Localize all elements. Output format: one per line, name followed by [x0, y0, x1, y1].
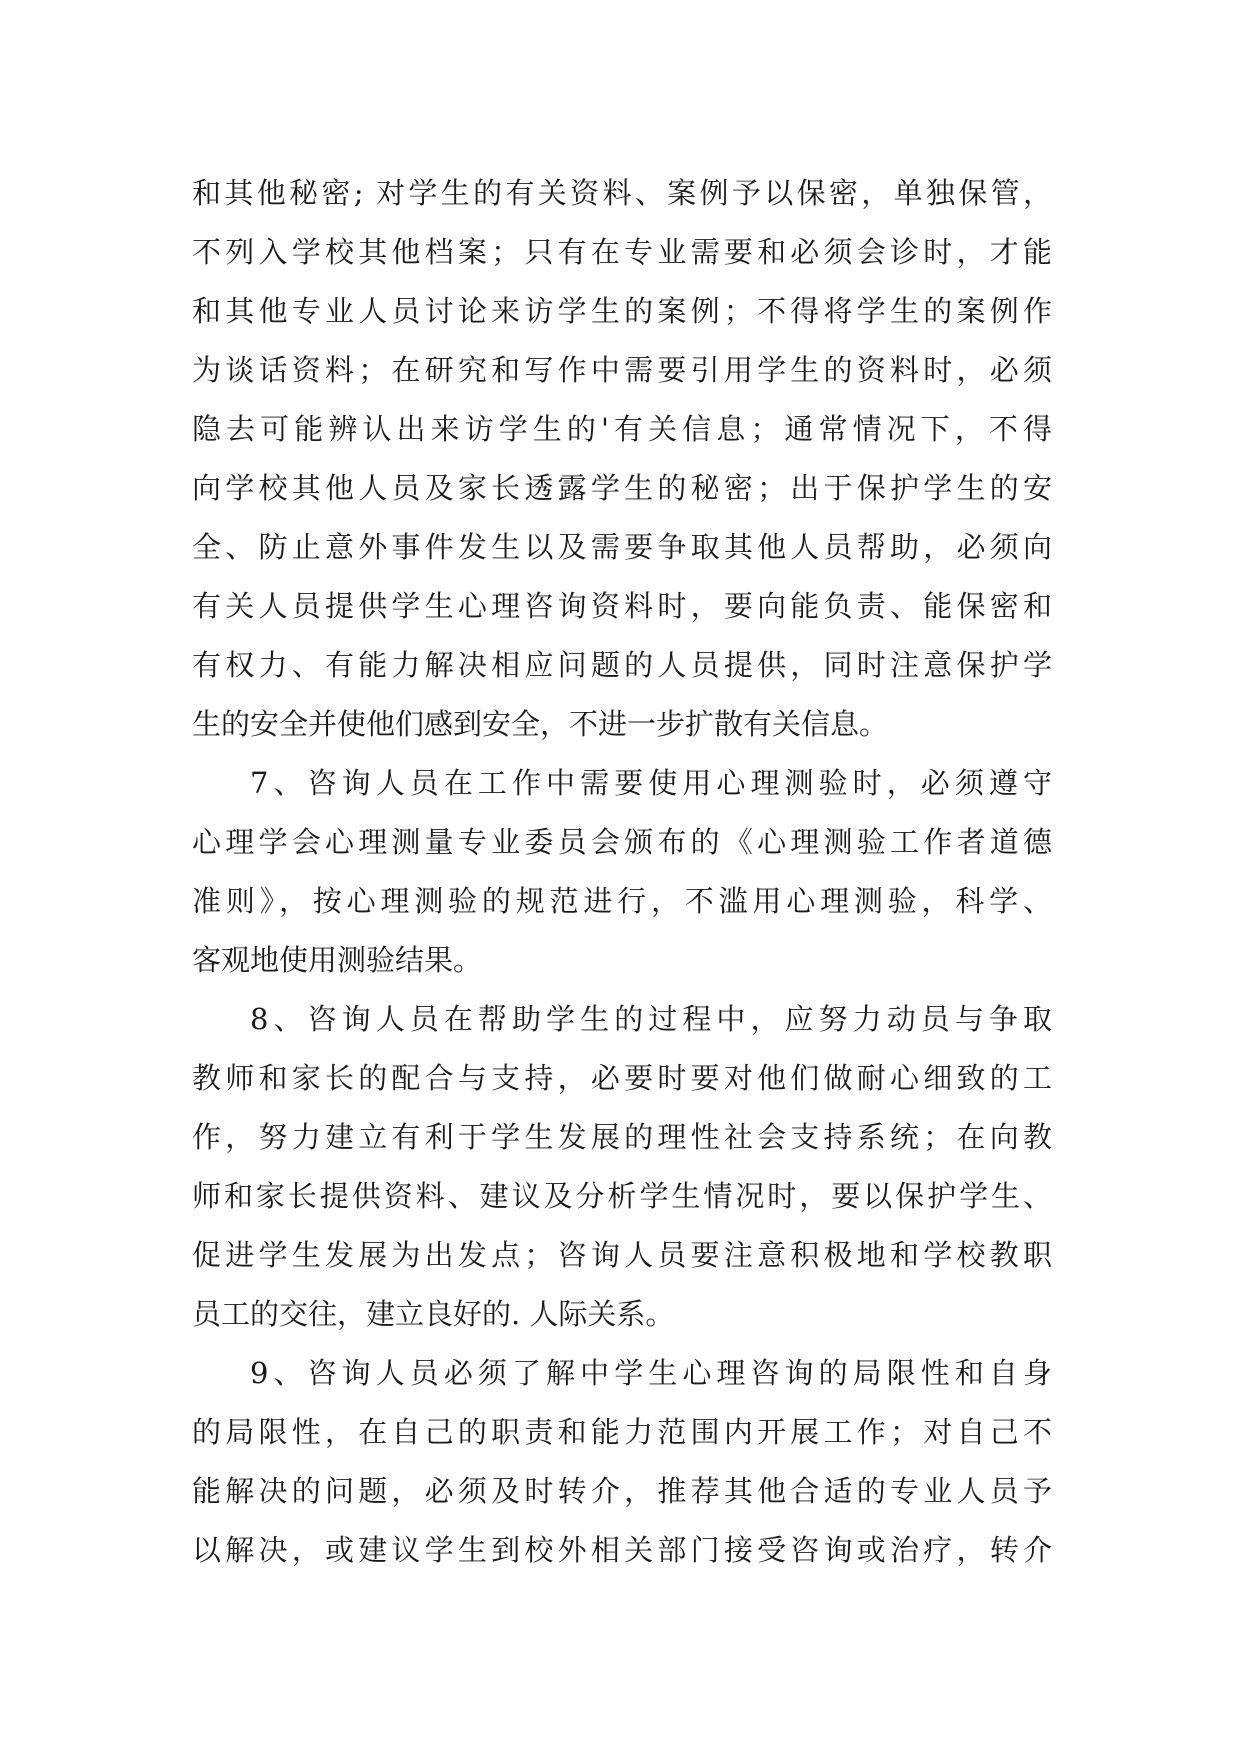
text-line: 以解决，或建议学生到校外相关部门接受咨询或治疗，转介 — [192, 1533, 1052, 1567]
paragraph-8-start: 8、咨询人员在帮助学生的过程中，应努力动员与争取 — [250, 1002, 1052, 1036]
text-line: 的局限性，在自己的职责和能力范围内开展工作；对自己不 — [192, 1415, 1052, 1449]
text-line: 为谈话资料；在研究和写作中需要引用学生的资料时，必须 — [192, 353, 1052, 387]
text-line: 师和家长提供资料、建议及分析学生情况时，要以保护学生、 — [192, 1179, 1052, 1213]
paragraph-7-start: 7、咨询人员在工作中需要使用心理测验时，必须遵守 — [250, 766, 1052, 800]
text-line: 准则》，按心理测验的规范进行，不滥用心理测验，科学、 — [192, 884, 1052, 918]
text-line: 作，努力建立有利于学生发展的理性社会支持系统；在向教 — [192, 1120, 1052, 1154]
paragraph-9-start: 9、咨询人员必须了解中学生心理咨询的局限性和自身 — [250, 1356, 1052, 1390]
text-line: 客观地使用测验结果。 — [192, 943, 483, 977]
text-line: 隐去可能辨认出来访学生的'有关信息；通常情况下，不得 — [192, 412, 1052, 446]
text-line: 不列入学校其他档案；只有在专业需要和必须会诊时，才能 — [192, 235, 1052, 269]
text-line: 有权力、有能力解决相应问题的人员提供，同时注意保护学 — [192, 648, 1052, 682]
text-line: 有关人员提供学生心理咨询资料时，要向能负责、能保密和 — [192, 589, 1052, 623]
text-line: 教师和家长的配合与支持，必要时要对他们做耐心细致的工 — [192, 1061, 1052, 1095]
text-line: 员工的交往，建立良好的. 人际关系。 — [192, 1297, 675, 1331]
text-line: 能解决的问题，必须及时转介，推荐其他合适的专业人员予 — [192, 1474, 1052, 1508]
text-line: 和其他专业人员讨论来访学生的案例；不得将学生的案例作 — [192, 294, 1052, 328]
text-line: 向学校其他人员及家长透露学生的秘密；出于保护学生的安 — [192, 471, 1052, 505]
text-line: 心理学会心理测量专业委员会颁布的《心理测验工作者道德 — [192, 825, 1052, 859]
text-line: 全、防止意外事件发生以及需要争取其他人员帮助，必须向 — [192, 530, 1052, 564]
text-line: 生的安全并使他们感到安全，不进一步扩散有关信息。 — [192, 707, 889, 741]
text-line: 和其他秘密; 对学生的有关资料、案例予以保密，单独保管， — [192, 176, 1052, 210]
document-body — [192, 164, 1052, 1580]
text-line: 促进学生发展为出发点；咨询人员要注意积极地和学校教职 — [192, 1238, 1052, 1272]
